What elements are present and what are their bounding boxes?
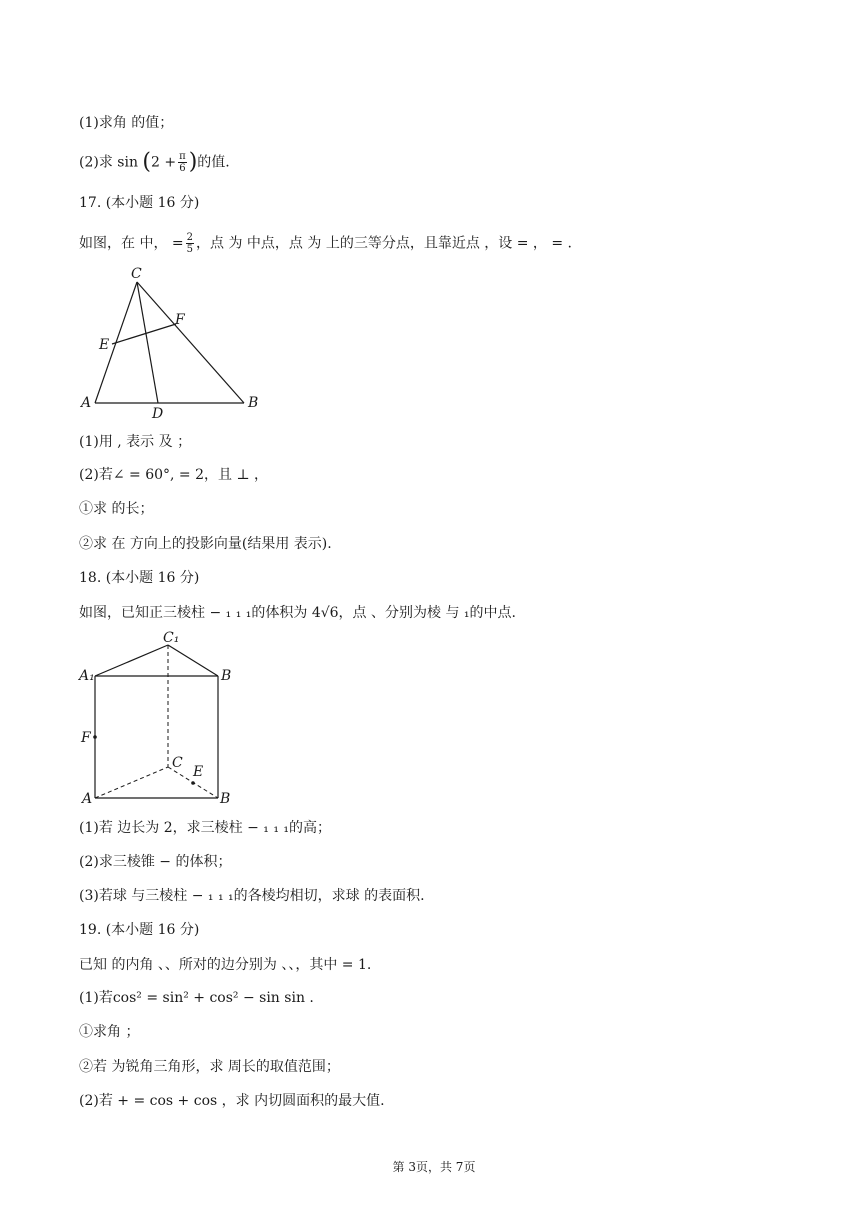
q17-part1: (1)用 , 表示 及 ； (79, 434, 192, 450)
q19-part1-i: ①求角 ； (79, 1024, 140, 1040)
two-fifths-fraction: $\frac{2}{5}$ (186, 232, 194, 255)
vertex-label-c1: C₁ (163, 630, 180, 646)
q19-header: 19. (本小题 16 分) (79, 922, 200, 938)
q17-part2: (2)若∠ = 60°, = 2，且 ⊥ ， (79, 467, 269, 483)
q16-part2-prefix: (2)求 sin (79, 154, 138, 171)
vertex-label-b1: B (221, 668, 232, 684)
point-label-e: E (99, 337, 110, 353)
page-number-footer: 第 3页，共 7页 (392, 1160, 476, 1174)
q16-part2-inner: 2 + (151, 154, 177, 171)
q18-header: 18. (本小题 16 分) (79, 570, 200, 586)
point-label-e: E (193, 764, 204, 780)
vertex-label-c: C (131, 266, 142, 282)
vertex-label-a: A (81, 395, 92, 411)
q17-part2-i: ①求 的长； (79, 501, 154, 517)
vertex-label-c: C (172, 755, 183, 771)
q17-stem: 如图，在 中， = $\frac{2}{5}$ ，点 为 中点，点 为 上的三等分点，且靠近点 ，设 = ， = . (79, 232, 572, 255)
prism-figure (76, 628, 246, 813)
point-label-d: D (152, 406, 164, 422)
vertex-label-a1: A₁ (79, 668, 95, 684)
point-label-f: F (81, 730, 91, 746)
vertex-label-b: B (248, 395, 259, 411)
q16-part1: (1)求角 的值； (79, 115, 174, 131)
q19-part1: (1)若cos² = sin² + cos² − sin sin . (79, 990, 314, 1006)
q18-part1: (1)若 边长为 2，求三棱柱 − ₁ ₁ ₁的高； (79, 820, 332, 836)
q19-stem: 已知 的内角 、、所对的边分别为 、、，其中 = 1. (79, 957, 372, 973)
q18-part3: (3)若球 与三棱柱 − ₁ ₁ ₁的各棱均相切，求球 的表面积. (79, 888, 425, 904)
vertex-label-a: A (82, 791, 93, 807)
point-e-dot (191, 781, 195, 785)
q18-stem: 如图，已知正三棱柱 − ₁ ₁ ₁的体积为 4√6，点 、分别为棱 与 ₁的中点. (79, 605, 516, 621)
q17-header: 17. (本小题 16 分) (79, 195, 200, 211)
triangle-figure (76, 262, 266, 422)
q16-part2: (2)求 sin (2 + $\frac{\pi}{6}$ )的值. (79, 149, 230, 175)
q19-part1-ii: ②若 为锐角三角形，求 周长的取值范围； (79, 1059, 340, 1075)
q19-part2: (2)若 + = cos + cos ，求 内切圆面积的最大值. (79, 1093, 385, 1109)
q17-part2-ii: ②求 在 方向上的投影向量(结果用 表示). (79, 536, 332, 552)
pi-over-6-fraction: $\frac{\pi}{6}$ (179, 151, 186, 174)
vertex-label-b: B (220, 791, 231, 807)
q18-part2: (2)求三棱锥 − 的体积； (79, 854, 232, 870)
point-label-f: F (175, 312, 185, 328)
q16-part2-suffix: 的值. (197, 154, 230, 171)
point-f-dot (93, 735, 97, 739)
